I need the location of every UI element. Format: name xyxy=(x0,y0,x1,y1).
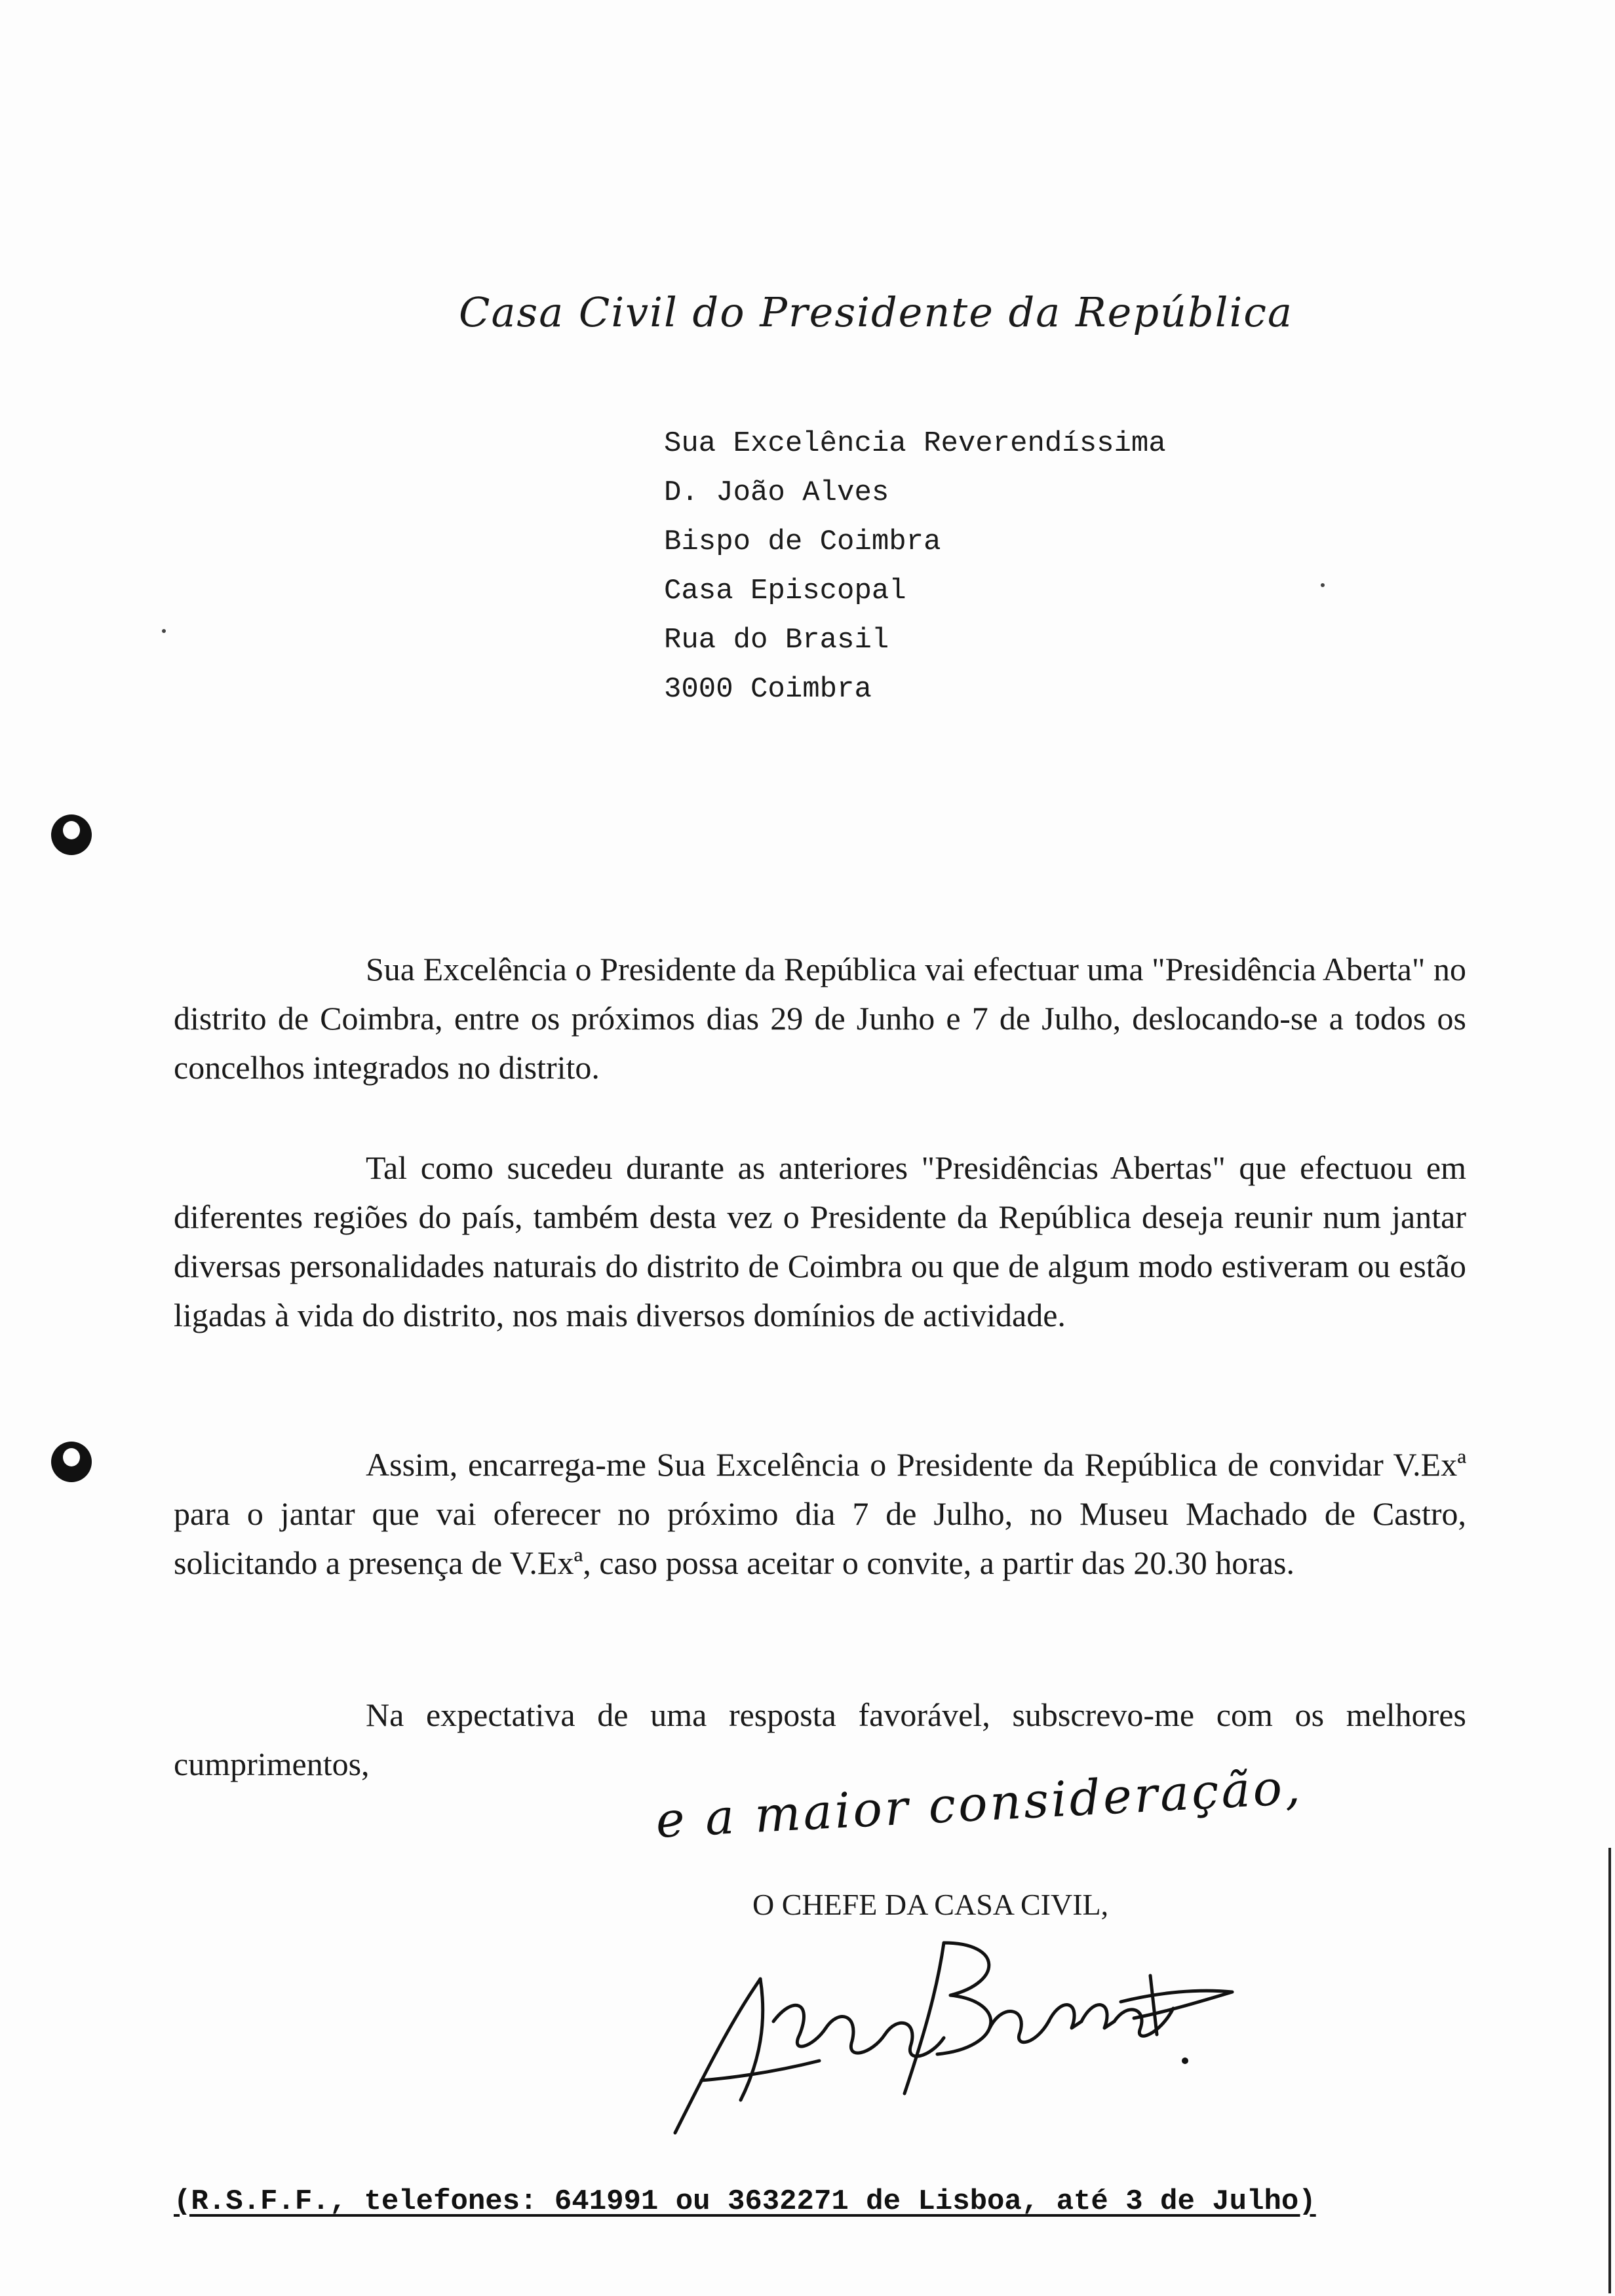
footer-note: (R.S.F.F., telefones: 641991 ou 3632271 de Lisboa, até 3 de Julho) xyxy=(174,2185,1316,2218)
speck xyxy=(162,629,166,633)
paragraph-1 xyxy=(174,945,1466,1092)
address-line: Sua Excelência Reverendíssima xyxy=(664,427,1166,460)
handwritten-closing: e a maior consideração, xyxy=(654,1759,1304,1849)
paragraph-3 xyxy=(174,1440,1466,1588)
paragraph-2 xyxy=(174,1143,1466,1340)
speck xyxy=(1321,583,1325,587)
address-line: D. João Alves xyxy=(664,476,889,509)
scan-edge xyxy=(1608,1848,1611,2293)
address-line: Casa Episcopal xyxy=(664,575,906,607)
letterhead: Casa Civil do Presidente da República xyxy=(459,288,1293,336)
paragraph-text: Sua Excelência o Presidente da República vai efectuar uma "Presidência Aberta" no distrito de Coimbra, entre os próximos dias 29 de Junho e 7 de Julho, deslocando-se a todos os concelhos integrados no distrito. xyxy=(174,951,1466,1086)
address-line: 3000 Coimbra xyxy=(664,673,872,706)
signatory-title: O CHEFE DA CASA CIVIL, xyxy=(752,1888,1109,1921)
punch-hole xyxy=(51,814,92,855)
address-line: Bispo de Coimbra xyxy=(664,526,941,558)
signature xyxy=(662,1930,1239,2139)
paragraph-text: Tal como sucedeu durante as anteriores "Presidências Abertas" que efectuou em diferentes regiões do país, também desta vez o Presidente da República deseja reunir num jantar diversas personalidades naturais do distrito de Coimbra ou que de algum modo estiveram ou estão ligadas à vida do distrito, nos mais diversos domínios de actividade. xyxy=(174,1149,1466,1333)
paragraph-text: Na expectativa de uma resposta favorável, subscrevo-me com os melhores cumprimentos, xyxy=(174,1696,1466,1782)
address-line: Rua do Brasil xyxy=(664,624,889,657)
paragraph-text: Assim, encarrega-me Sua Excelência o Presidente da República de convidar V.Exª para o jantar que vai oferecer no próximo dia 7 de Julho, no Museu Machado de Castro, solicitando a presença de V.Exª, caso possa aceitar o convite, a partir das 20.30 horas. xyxy=(174,1446,1466,1581)
recipient-address xyxy=(664,419,1166,714)
punch-hole xyxy=(51,1442,92,1482)
